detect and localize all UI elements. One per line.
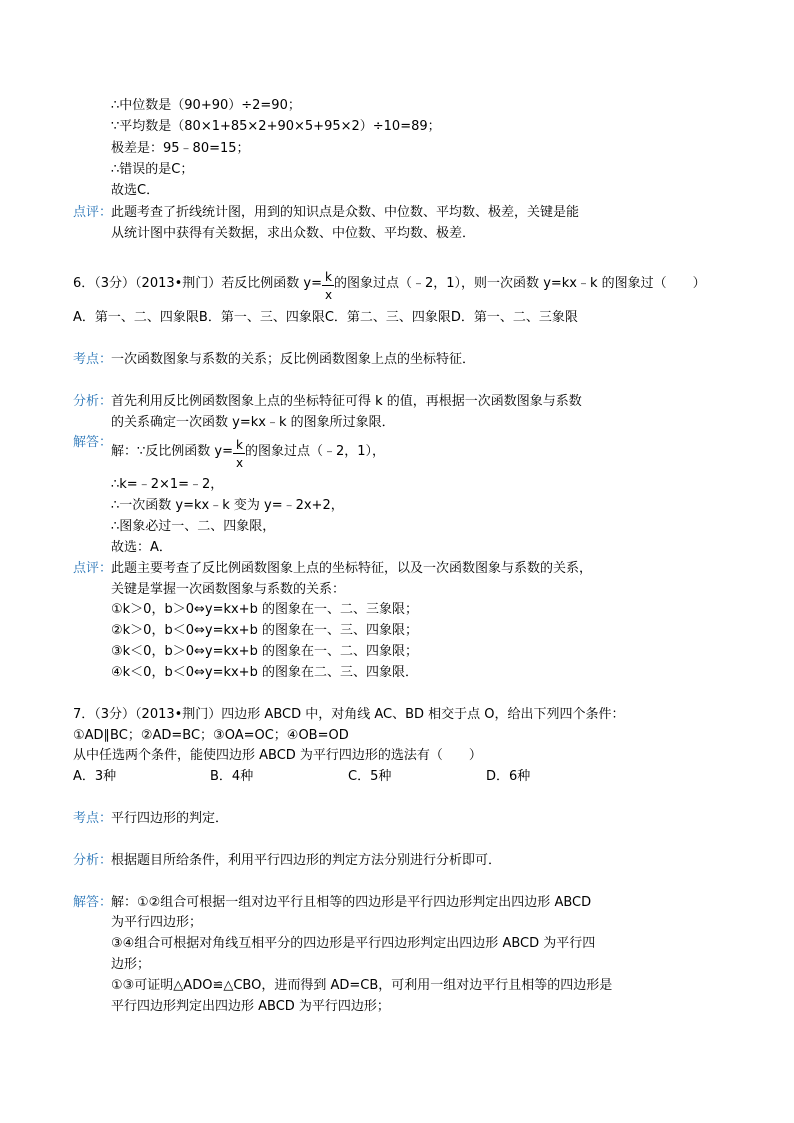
- jieda-line: ∴一次函数 y=kx﹣k 变为 y=﹣2x+2，: [111, 498, 344, 513]
- question-6-stem: [73, 270, 706, 302]
- question-7-stem: 7．（3分）（2013•荆门）四边形 ABCD 中，对角线 AC、BD 相交于点 O，给出下列四个条件：: [73, 707, 625, 722]
- jieda-line: 故选：A．: [111, 540, 172, 555]
- jieda-label: 解答：: [73, 895, 113, 910]
- comment-label: 点评：: [73, 561, 113, 576]
- solution-line: 故选C．: [111, 183, 160, 198]
- jieda-line: 平行四边形判定出四边形 ABCD 为平行四边形；: [111, 999, 390, 1014]
- comment-line: 此题主要考查了反比例函数图象上点的坐标特征，以及一次函数图象与系数的关系，: [111, 561, 593, 576]
- option-d: D．第一、二、三象限: [450, 310, 578, 325]
- jieda-first-a: 解：∵反比例函数 y=: [111, 444, 233, 459]
- jieda-line: ③④组合可根据对角线互相平分的四边形是平行四边形判定出四边形 ABCD 为平行四: [111, 936, 596, 951]
- fraction-k-over-x: [233, 438, 245, 470]
- question-6-stem-a: 6．（3分）（2013•荆门）若反比例函数 y=: [73, 276, 323, 291]
- fraction-denominator: x: [236, 456, 244, 470]
- jieda-line: 边形；: [111, 957, 151, 972]
- comment-line: ④k＜0，b＜0⇔y=kx+b 的图象在二、三、四象限．: [111, 665, 418, 680]
- option-c: C．第二、三、四象限: [324, 310, 451, 325]
- fenxi-label: 分析：: [73, 853, 113, 868]
- comment-label: 点评：: [73, 205, 113, 220]
- solution-line: ∴错误的是C；: [111, 162, 194, 177]
- fenxi-line: 首先利用反比例函数图象上点的坐标特征可得 k 的值，再根据一次函数图象与系数: [111, 394, 582, 409]
- option-a: A．3种: [73, 769, 117, 784]
- comment-line: 关键是掌握一次函数图象与系数的关系：: [111, 582, 346, 597]
- solution-line: ∵平均数是（80×1+85×2+90×5+95×2）÷10=89；: [111, 119, 441, 134]
- comment-line: ③k＜0，b＞0⇔y=kx+b 的图象在一、二、四象限；: [111, 644, 418, 659]
- kaodian-label: 考点：: [73, 811, 113, 826]
- question-6-stem-b: 的图象过点（﹣2，1），则一次函数 y=kx﹣k 的图象过（ ）: [334, 276, 706, 291]
- comment-line: 从统计图中获得有关数据，求出众数、中位数、平均数、极差．: [111, 226, 476, 241]
- comment-line: ②k＞0，b＜0⇔y=kx+b 的图象在一、三、四象限；: [111, 623, 418, 638]
- jieda-line: 为平行四边形；: [111, 915, 203, 930]
- question-6-options: [73, 309, 578, 327]
- option-a: A．第一、二、四象限: [73, 310, 199, 325]
- jieda-first-line: [111, 438, 386, 470]
- fenxi-text: 根据题目所给条件，利用平行四边形的判定方法分别进行分析即可．: [111, 853, 502, 868]
- comment-line: ①k＞0，b＞0⇔y=kx+b 的图象在一、二、三象限；: [111, 602, 418, 617]
- jieda-label: 解答：: [73, 435, 113, 450]
- fraction-denominator: x: [325, 288, 333, 302]
- jieda-line: ∴k=﹣2×1=﹣2，: [111, 477, 224, 492]
- kaodian-label: 考点：: [73, 352, 113, 367]
- comment-line: 此题考查了折线统计图，用到的知识点是众数、中位数、平均数、极差，关键是能: [111, 205, 580, 220]
- kaodian-text: 平行四边形的判定．: [111, 811, 229, 826]
- question-7-conditions: ①AD∥BC；②AD=BC；③OA=OC；④OB=OD: [73, 728, 349, 743]
- fenxi-label: 分析：: [73, 394, 113, 409]
- option-b: B．4种: [210, 769, 254, 784]
- fraction-k-over-x: [322, 270, 334, 302]
- question-7-question: 从中任选两个条件，能使四边形 ABCD 为平行四边形的选法有（ ）: [73, 748, 482, 763]
- solution-line: 极差是：95﹣80=15；: [111, 141, 250, 156]
- jieda-line: ①③可证明△ADO≌△CBO，进而得到 AD=CB，可利用一组对边平行且相等的四边形是: [111, 978, 613, 993]
- fenxi-line: 的关系确定一次函数 y=kx﹣k 的图象所过象限．: [111, 415, 395, 430]
- fraction-numerator: k: [325, 270, 332, 284]
- jieda-line: ∴图象必过一、二、四象限，: [111, 519, 276, 534]
- jieda-first-b: 的图象过点（﹣2，1），: [245, 444, 386, 459]
- fraction-numerator: k: [236, 438, 243, 452]
- solution-line: ∴中位数是（90+90）÷2=90；: [111, 98, 301, 113]
- option-c: C．5种: [348, 769, 392, 784]
- jieda-line: 解：①②组合可根据一组对边平行且相等的四边形是平行四边形判定出四边形 ABCD: [111, 895, 592, 910]
- kaodian-text: 一次函数图象与系数的关系；反比例函数图象上点的坐标特征．: [111, 352, 476, 367]
- option-b: B．第一、三、四象限: [198, 310, 325, 325]
- option-d: D．6种: [486, 769, 531, 784]
